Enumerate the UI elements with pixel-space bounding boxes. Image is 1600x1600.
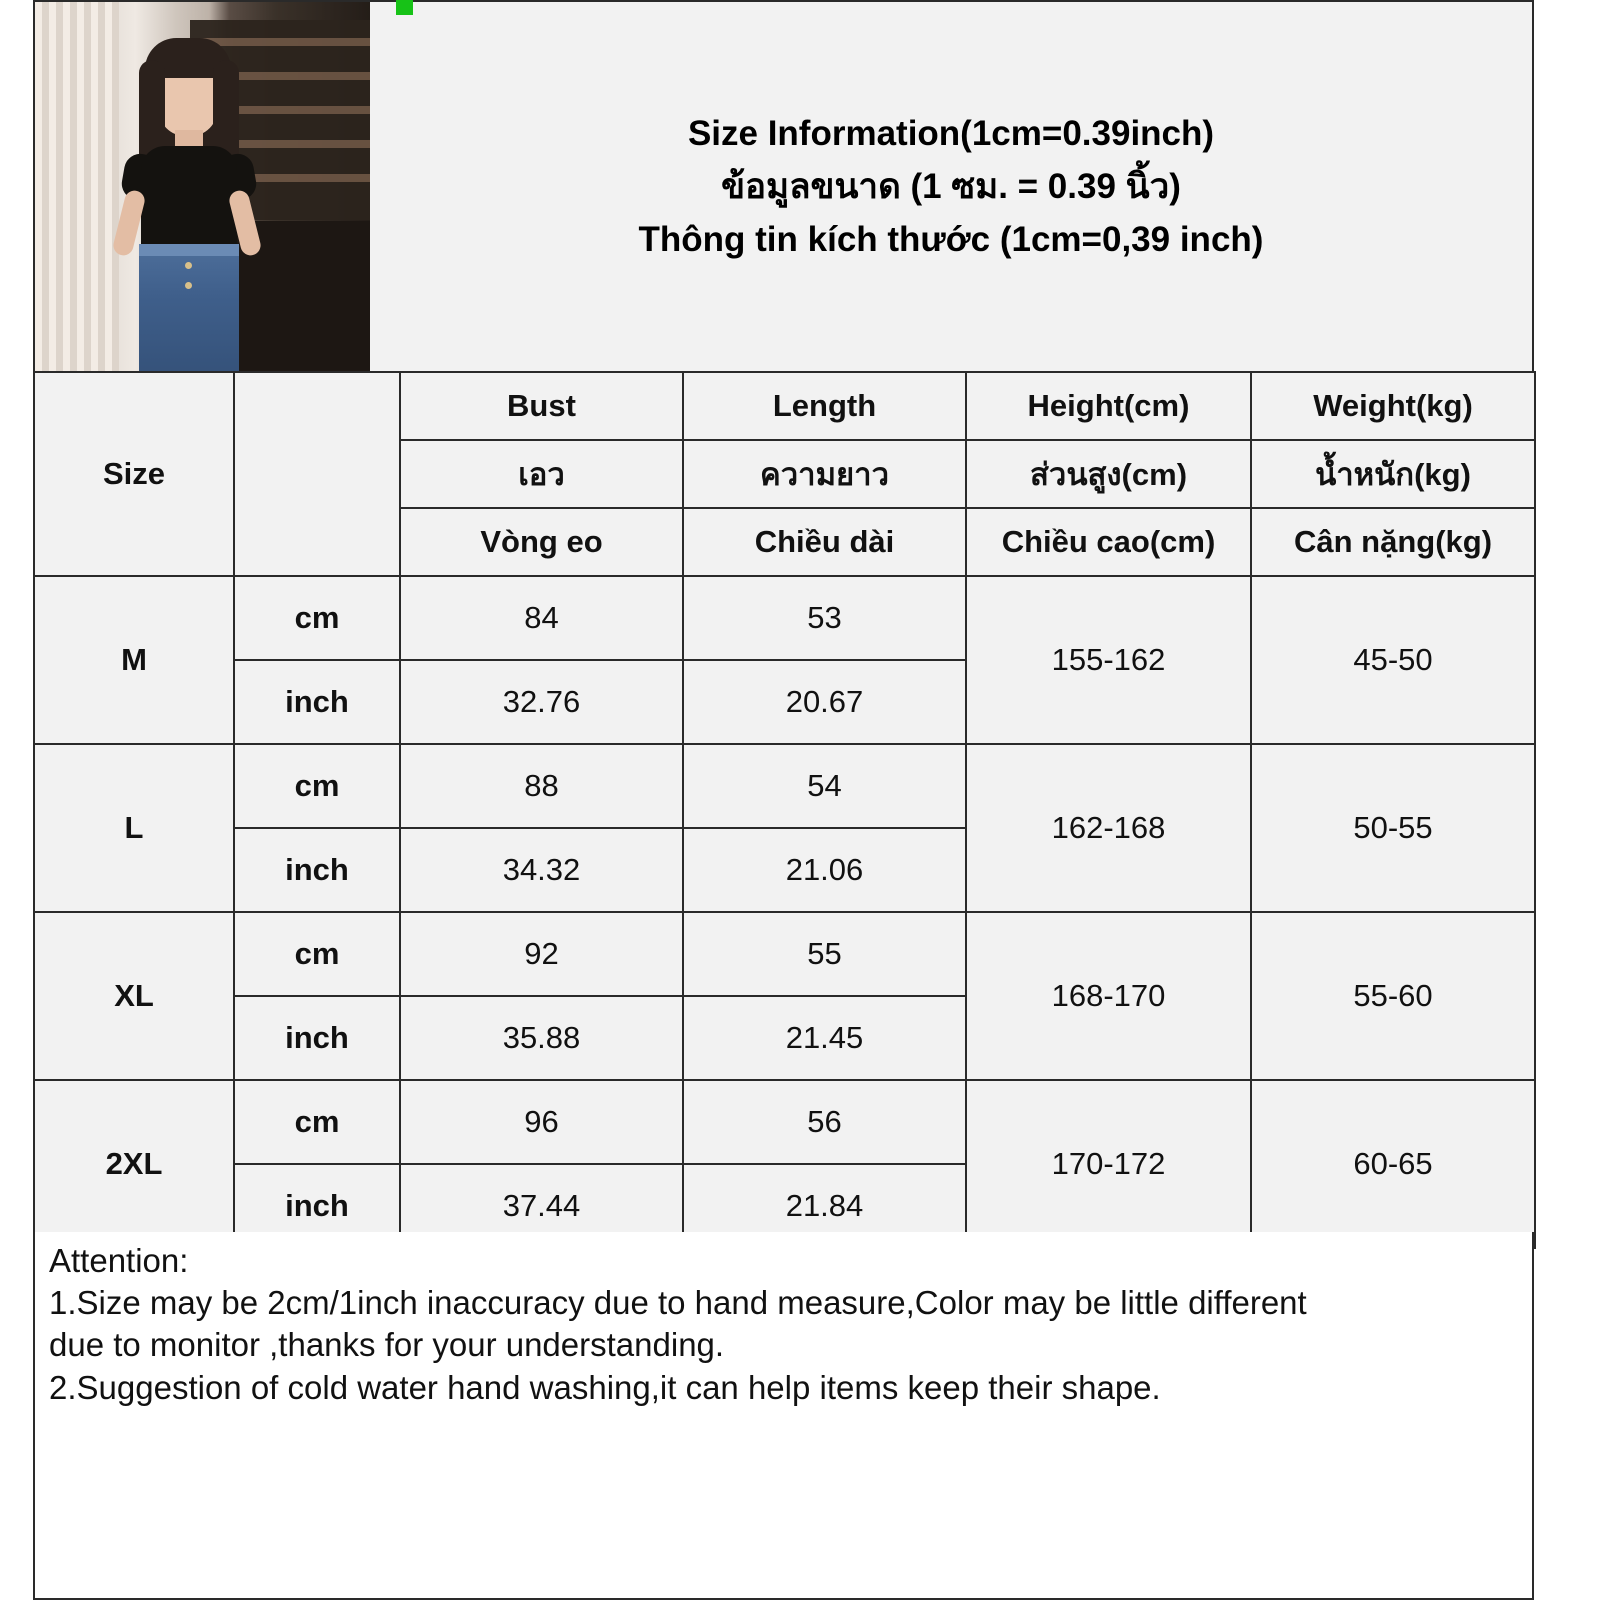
length-inch-xl: 21.45	[683, 996, 966, 1080]
attention-line-3: 2.Suggestion of cold water hand washing,it can help items keep their shape.	[49, 1368, 1161, 1406]
model-black-top	[141, 146, 237, 254]
green-marker-icon	[396, 0, 413, 15]
table-row	[34, 744, 1535, 828]
attention-line-1: 1.Size may be 2cm/1inch inaccuracy due to hand measure,Color may be little different	[49, 1284, 1307, 1322]
skirt-button-bottom	[185, 282, 192, 289]
col-weight-th: น้ำหนัก(kg)	[1251, 440, 1535, 508]
size-table	[33, 371, 1536, 1249]
col-height-vi: Chiều cao(cm)	[966, 508, 1251, 576]
weight-m: 45-50	[1251, 576, 1535, 744]
length-cm-m: 53	[683, 576, 966, 660]
col-bust-th: เอว	[400, 440, 683, 508]
unit-cm-2xl: cm	[234, 1080, 400, 1164]
unit-inch-xl: inch	[234, 996, 400, 1080]
bust-inch-xl: 35.88	[400, 996, 683, 1080]
weight-l: 50-55	[1251, 744, 1535, 912]
weight-xl: 55-60	[1251, 912, 1535, 1080]
unit-inch-m: inch	[234, 660, 400, 744]
model-waistband	[139, 244, 239, 256]
size-value-m: M	[34, 576, 234, 744]
table-row	[34, 576, 1535, 660]
unit-inch-l: inch	[234, 828, 400, 912]
bust-inch-2xl: 37.44	[400, 1164, 683, 1248]
attention-line-2: due to monitor ,thanks for your understanding.	[49, 1326, 725, 1364]
title-line-en: Size Information(1cm=0.39inch)	[687, 113, 1215, 153]
col-height-th: ส่วนสูง(cm)	[966, 440, 1251, 508]
height-xl: 168-170	[966, 912, 1251, 1080]
col-weight-en: Weight(kg)	[1251, 372, 1535, 440]
unit-cm-l: cm	[234, 744, 400, 828]
title-line-vi: Thông tin kích thước (1cm=0,39 inch)	[638, 220, 1264, 260]
col-height-en: Height(cm)	[966, 372, 1251, 440]
skirt-button-top	[185, 262, 192, 269]
bust-inch-l: 34.32	[400, 828, 683, 912]
bust-inch-m: 32.76	[400, 660, 683, 744]
col-bust-vi: Vòng eo	[400, 508, 683, 576]
height-l: 162-168	[966, 744, 1251, 912]
attention-block	[33, 1232, 1534, 1600]
size-value-2xl: 2XL	[34, 1080, 234, 1248]
length-inch-m: 20.67	[683, 660, 966, 744]
length-inch-l: 21.06	[683, 828, 966, 912]
product-photo	[35, 2, 370, 371]
unit-inch-2xl: inch	[234, 1164, 400, 1248]
table-row	[34, 1080, 1535, 1164]
weight-2xl: 60-65	[1251, 1080, 1535, 1248]
bust-cm-l: 88	[400, 744, 683, 828]
title-line-th: ข้อมูลขนาด (1 ซม. = 0.39 นิ้ว)	[721, 166, 1181, 206]
table-row	[34, 912, 1535, 996]
col-weight-vi: Cân nặng(kg)	[1251, 508, 1535, 576]
table-header-row-en	[34, 372, 1535, 440]
unit-cm-xl: cm	[234, 912, 400, 996]
bust-cm-xl: 92	[400, 912, 683, 996]
unit-cm-m: cm	[234, 576, 400, 660]
col-length-en: Length	[683, 372, 966, 440]
col-bust-en: Bust	[400, 372, 683, 440]
size-value-l: L	[34, 744, 234, 912]
length-cm-xl: 55	[683, 912, 966, 996]
length-cm-2xl: 56	[683, 1080, 966, 1164]
attention-heading: Attention:	[49, 1242, 189, 1279]
bust-cm-2xl: 96	[400, 1080, 683, 1164]
length-cm-l: 54	[683, 744, 966, 828]
title-block	[370, 2, 1532, 371]
unit-header-cell	[234, 372, 400, 576]
size-value-xl: XL	[34, 912, 234, 1080]
size-header-cell: Size	[34, 372, 234, 576]
photo-model	[93, 38, 283, 371]
bust-cm-m: 84	[400, 576, 683, 660]
col-length-vi: Chiều dài	[683, 508, 966, 576]
height-m: 155-162	[966, 576, 1251, 744]
header-band	[33, 0, 1534, 371]
height-2xl: 170-172	[966, 1080, 1251, 1248]
length-inch-2xl: 21.84	[683, 1164, 966, 1248]
col-length-th: ความยาว	[683, 440, 966, 508]
